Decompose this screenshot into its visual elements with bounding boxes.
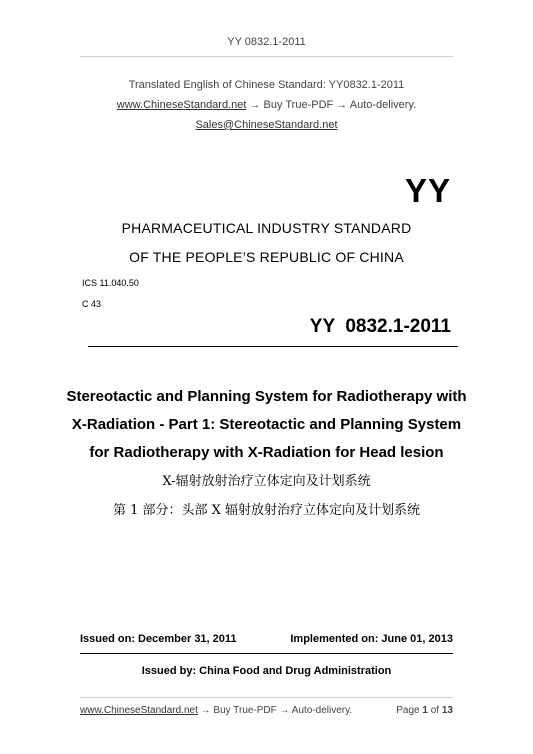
- page-current: 1: [422, 705, 428, 716]
- ccs-code: C 43: [82, 299, 102, 309]
- header-divider: [80, 56, 453, 57]
- number-divider: [88, 346, 458, 347]
- ics-code: ICS 11.040.50: [82, 278, 139, 288]
- site-link[interactable]: www.ChineseStandard.net: [116, 99, 247, 111]
- dates-divider: [80, 653, 453, 654]
- title-line-1: Stereotactic and Planning System for Radiotherapy with: [66, 388, 467, 405]
- title-line-3: for Radiotherapy with X-Radiation for Head lesion: [89, 444, 444, 461]
- implemented-date: Implemented on: June 01, 2013: [290, 633, 453, 645]
- translation-notice: Translated English of Chinese Standard: YY0832.1-2011: [128, 79, 405, 91]
- email-link[interactable]: Sales@ChineseStandard.net: [195, 119, 338, 131]
- footer-purchase-line: [80, 705, 352, 716]
- page-label: Page: [396, 705, 420, 716]
- agency-line-1: PHARMACEUTICAL INDUSTRY STANDARD: [121, 220, 412, 236]
- title-chinese-2: 第 1 部分：头部 X 辐射放射治疗立体定向及计划系统: [112, 503, 421, 518]
- purchase-text: → Buy True-PDF → Auto-delivery.: [246, 99, 417, 111]
- page-of: of: [430, 705, 440, 716]
- email-line: [0, 119, 533, 131]
- agency-line-2: OF THE PEOPLE’S REPUBLIC OF CHINA: [129, 249, 404, 265]
- footer-purchase-text: → Buy True-PDF → Auto-delivery.: [197, 705, 353, 716]
- footer-divider: [80, 697, 453, 698]
- title-line-2: X-Radiation - Part 1: Stereotactic and Planning System: [71, 416, 462, 433]
- page-total: 13: [441, 705, 453, 716]
- footer-site-link[interactable]: www.ChineseStandard.net: [80, 705, 198, 716]
- standard-logo: YY: [404, 172, 451, 209]
- standard-number: YY 0832.1-2011: [309, 316, 451, 337]
- issuing-authority: Issued by: China Food and Drug Administration: [141, 665, 392, 677]
- issued-date: Issued on: December 31, 2011: [80, 633, 237, 645]
- page-indicator: [396, 705, 453, 716]
- purchase-line: [0, 99, 533, 111]
- title-chinese-1: X-辐射放射治疗立体定向及计划系统: [162, 474, 371, 489]
- running-header: YY 0832.1-2011: [227, 36, 306, 48]
